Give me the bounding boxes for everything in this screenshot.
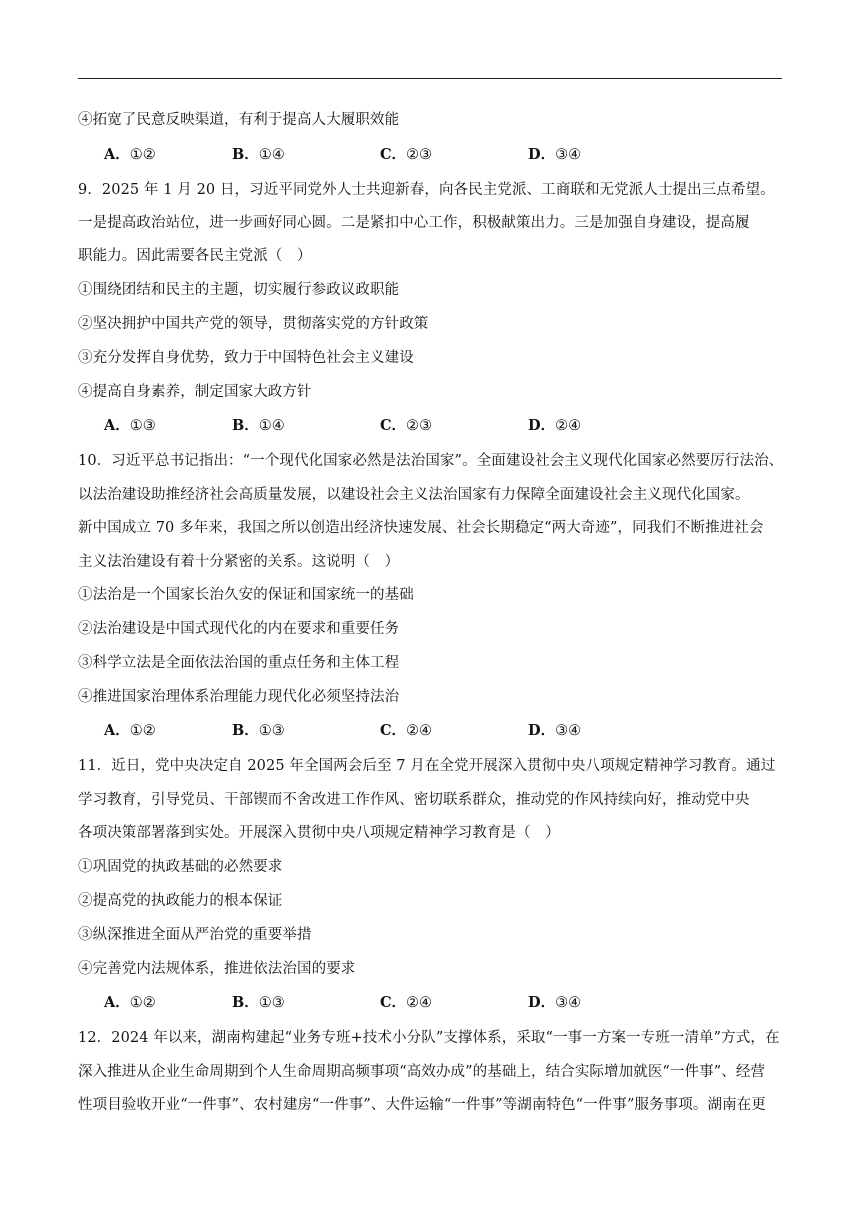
option-a: A．①②	[104, 722, 156, 739]
question-10-stem: 10．习近平总书记指出：“一个现代化国家必然是法治国家”。全面建设社会主义现代化国家必然要厉行法治、	[78, 453, 784, 469]
statement-item: ④提高自身素养，制定国家大政方针	[78, 384, 312, 400]
statement-item: ③纵深推进全面从严治党的重要举措	[78, 927, 312, 943]
question-12-stem: 深入推进从企业生命周期到个人生命周期高频事项“高效办成”的基础上，结合实际增加就医“一件事”、经营	[78, 1064, 766, 1080]
text-line: ④拓宽了民意反映渠道，有利于提高人大履职效能	[78, 112, 400, 128]
statement-item: ③充分发挥自身优势，致力于中国特色社会主义建设	[78, 350, 414, 366]
option-b: B．①④	[232, 417, 285, 434]
question-11-stem: 11．近日，党中央决定自 2025 年全国两会后至 7 月在全党开展深入贯彻中央八项规定精神学习教育。通过	[78, 758, 776, 774]
statement-item: ④推进国家治理体系治理能力现代化必须坚持法治	[78, 689, 400, 705]
option-c: C．②③	[380, 146, 433, 163]
option-a: A．①②	[104, 994, 156, 1011]
question-12-stem: 12．2024 年以来，湖南构建起“业务专班+技术小分队”支撑体系，采取“一事一方案一专班一清单”方式，在	[78, 1030, 780, 1046]
option-b: B．①③	[232, 722, 285, 739]
statement-item: ②坚决拥护中国共产党的领导，贯彻落实党的方针政策	[78, 316, 429, 332]
statement-item: ①巩固党的执政基础的必然要求	[78, 859, 283, 875]
option-b: B．①④	[232, 146, 285, 163]
option-c: C．②③	[380, 417, 433, 434]
option-d: D．③④	[528, 722, 582, 739]
option-d: D．③④	[528, 146, 582, 163]
question-10-stem: 以法治建设助推经济社会高质量发展，以建设社会主义法治国家有力保障全面建设社会主义现代化国家。	[78, 487, 750, 503]
option-c: C．②④	[380, 722, 433, 739]
question-10-stem: 新中国成立 70 多年来，我国之所以创造出经济快速发展、社会长期稳定“两大奇迹”，同我们不断推进社会	[78, 520, 764, 536]
statement-item: ②法治建设是中国式现代化的内在要求和重要任务	[78, 621, 400, 637]
question-12-stem: 性项目验收开业“一件事”、农村建房“一件事”、大件运输“一件事”等湖南特色“一件事”服务事项。湖南在更	[78, 1097, 766, 1113]
option-b: B．①③	[232, 994, 285, 1011]
statement-item: ②提高党的执政能力的根本保证	[78, 893, 283, 909]
header-rule	[78, 78, 782, 79]
statement-item: ③科学立法是全面依法治国的重点任务和主体工程	[78, 655, 400, 671]
question-9-stem: 职能力。因此需要各民主党派（ ）	[78, 248, 312, 264]
statement-item: ④完善党内法规体系，推进依法治国的要求	[78, 961, 356, 977]
option-d: D．③④	[528, 994, 582, 1011]
statement-item: ①围绕团结和民主的主题，切实履行参政议政职能	[78, 282, 400, 298]
statement-item: ①法治是一个国家长治久安的保证和国家统一的基础	[78, 587, 414, 603]
question-11-stem: 各项决策部署落到实处。开展深入贯彻中央八项规定精神学习教育是（ ）	[78, 825, 560, 841]
option-a: A．①②	[104, 146, 156, 163]
question-10-stem: 主义法治建设有着十分紧密的关系。这说明（ ）	[78, 554, 400, 570]
option-c: C．②④	[380, 994, 433, 1011]
option-d: D．②④	[528, 417, 582, 434]
question-11-stem: 学习教育，引导党员、干部锲而不舍改进工作作风、密切联系群众，推动党的作风持续向好，推动党中央	[78, 792, 750, 808]
question-9-stem: 一是提高政治站位，进一步画好同心圆。二是紧扣中心工作，积极献策出力。三是加强自身建设，提高履	[78, 215, 750, 231]
question-9-stem: 9．2025 年 1 月 20 日，习近平同党外人士共迎新春，向各民主党派、工商联和无党派人士提出三点希望。	[78, 182, 775, 198]
option-a: A．①③	[104, 417, 156, 434]
